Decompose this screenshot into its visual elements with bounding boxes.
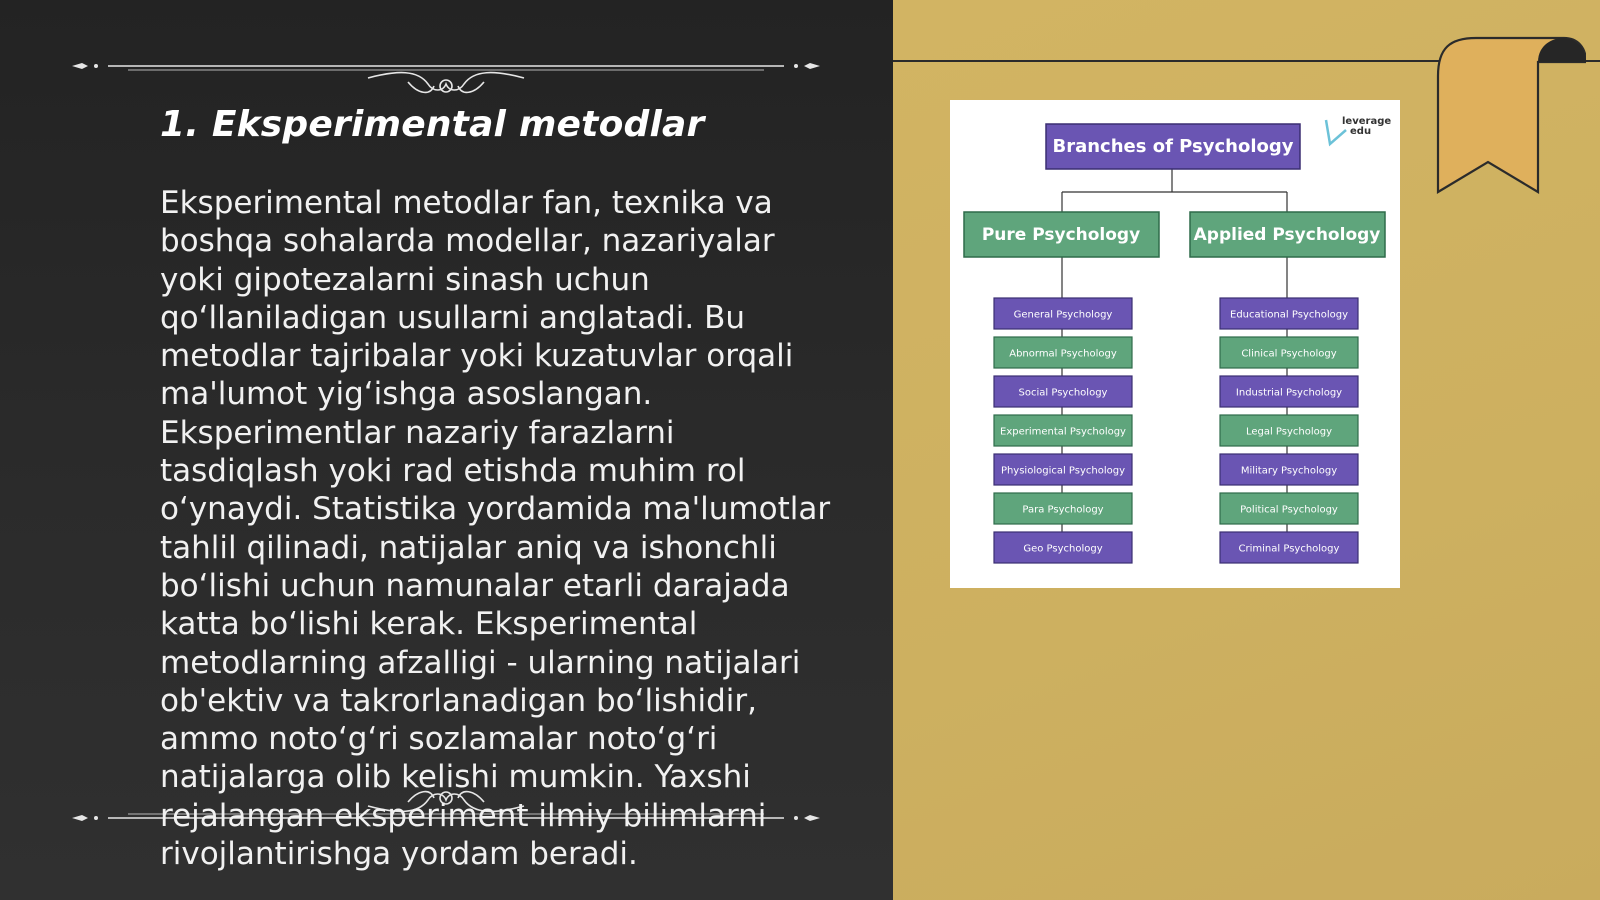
logo (1326, 116, 1391, 144)
leaf-node (1220, 415, 1358, 446)
root-node (1046, 124, 1300, 169)
leaf-node-label: Experimental Psychology (1000, 426, 1126, 438)
leaf-node (994, 337, 1132, 368)
slide-title: 1. Eksperimental metodlar (160, 104, 705, 145)
leaf-node-label: Political Psychology (1240, 504, 1338, 516)
branch-node-applied (1190, 212, 1385, 257)
leaf-node (994, 376, 1132, 407)
leaf-node-label: Abnormal Psychology (1009, 348, 1117, 360)
leaf-node-label: Criminal Psychology (1238, 543, 1340, 555)
branch-label: Pure Psychology (981, 225, 1141, 245)
leaf-node (994, 298, 1132, 329)
leaf-node (994, 454, 1132, 485)
ornament-top-divider (68, 56, 824, 104)
leaf-node-label: Clinical Psychology (1241, 348, 1337, 360)
leaf-node (1220, 337, 1358, 368)
branch-label: Applied Psychology (1193, 225, 1381, 245)
logo-line1: leverage (1342, 116, 1392, 127)
root-node-label: Branches of Psychology (1052, 136, 1294, 157)
bookmark-ribbon-icon (1436, 36, 1586, 200)
leaf-node (1220, 493, 1358, 524)
leaf-node (1220, 376, 1358, 407)
leaf-node (1220, 454, 1358, 485)
leaf-node (994, 532, 1132, 563)
psychology-branches-diagram (950, 100, 1400, 588)
leaf-node-label: Physiological Psychology (1000, 465, 1126, 477)
leaf-node-label: Military Psychology (1240, 465, 1338, 477)
diagram-canvas (950, 100, 1400, 588)
slide-body-text: Eksperimental metodlar fan, texnika va boshqa sohalarda modellar, nazariyalar yoki gipotezalarni sinash uchun qo‘llaniladigan usullarni anglatadi. Bu metodlar tajribalar yoki kuzatuvlar orqali ma'lumot yig‘ishga asoslangan. Eksperimentlar nazariy farazlarni tasdiqlash yoki rad etishda muhim rol o‘ynaydi. Statistika yordamida ma'lumotlar tahlil qilinadi, natijalar aniq va ishonchli bo‘lishi uchun namunalar etarli darajada katta bo‘lishi kerak. Eksperimental metodlarning afzalligi - ularning natijalari ob'ektiv va takrorlanadigan bo‘lishidir, ammo noto‘g‘ri sozlamalar noto‘g‘ri natijalarga olib kelishi mumkin. Yaxshi rejalangan eksperiment ilmiy bilimlarni rivojlantirishga yordam beradi. (160, 185, 831, 873)
leaf-node (1220, 532, 1358, 563)
leaf-node-label: Legal Psychology (1245, 426, 1333, 438)
logo-line2: edu (1350, 126, 1372, 137)
leaf-node (1220, 298, 1358, 329)
leaf-node-label: Educational Psychology (1230, 309, 1348, 321)
leaf-node-label: Geo Psychology (1023, 543, 1103, 555)
leaf-node (994, 415, 1132, 446)
branch-node-pure (964, 212, 1159, 257)
leaf-node-label: General Psychology (1013, 309, 1113, 321)
leaf-node-label: Industrial Psychology (1235, 387, 1343, 399)
leaf-node (994, 493, 1132, 524)
leaf-node-label: Social Psychology (1018, 387, 1108, 399)
leaf-node-label: Para Psychology (1022, 504, 1104, 516)
